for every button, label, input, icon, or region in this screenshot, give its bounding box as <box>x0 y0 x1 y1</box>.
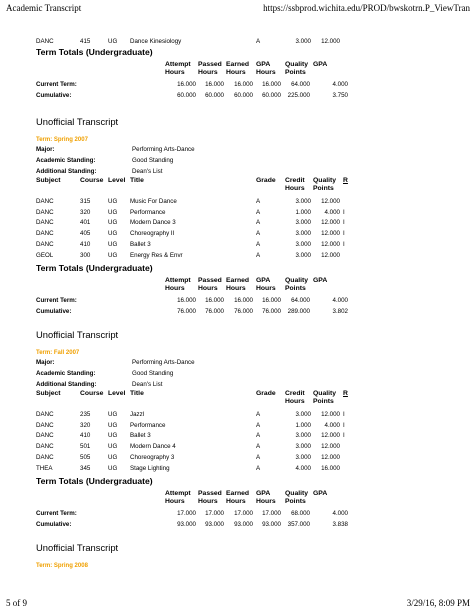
course-number: 410 <box>80 432 91 440</box>
current-term-value: 4.000 <box>332 81 348 88</box>
course-number: 235 <box>80 411 91 418</box>
course-level: UG <box>108 230 118 238</box>
cumulative-value: 76.000 <box>234 308 253 316</box>
course-credit-hours: 3.000 <box>295 411 311 418</box>
cumulative-value: 3.838 <box>332 521 348 529</box>
course-level: UG <box>108 464 118 472</box>
totals-header-gpa: GPA <box>256 277 271 285</box>
course-grade: A <box>256 208 261 216</box>
course-subject: DANC <box>36 453 54 461</box>
additional-standing-label: Additional Standing: <box>36 168 97 175</box>
course-credit-hours: 3.000 <box>295 443 311 451</box>
cumulative-value: 76.000 <box>262 308 281 316</box>
major-value: Performing Arts-Dance <box>132 359 195 366</box>
additional-standing-label: Additional Standing: <box>36 381 97 388</box>
course-grade: A <box>256 198 261 205</box>
column-header-credit: Credit <box>285 177 305 184</box>
totals-header-hours: Hours <box>198 285 218 293</box>
totals-header-gpa: GPA <box>313 490 328 498</box>
browser-page-title: Academic Transcript <box>6 3 82 13</box>
cumulative-value: 93.000 <box>234 521 253 529</box>
course-subject: DANC <box>36 219 54 227</box>
academic-standing-value: Good Standing <box>132 157 174 164</box>
current-term-label: Current Term: <box>36 297 77 305</box>
totals-header-hours: Hours <box>256 69 276 76</box>
major-label: Major: <box>36 359 55 366</box>
cumulative-value: 60.000 <box>205 92 224 99</box>
course-subject: DANC <box>36 38 54 45</box>
cumulative-value: 93.000 <box>262 521 281 529</box>
course-repeat-flag: I <box>343 411 345 418</box>
column-header-grade: Grade <box>256 390 276 397</box>
totals-header-points: Points <box>285 498 306 506</box>
cumulative-value: 60.000 <box>262 92 281 99</box>
column-header-grade: Grade <box>256 177 276 184</box>
course-title: Modern Dance 4 <box>130 443 176 451</box>
totals-header-hours: Hours <box>226 285 246 293</box>
column-header-quality: Quality <box>313 177 337 184</box>
unofficial-transcript-heading: Unofficial Transcript <box>36 542 119 553</box>
course-subject: DANC <box>36 198 54 205</box>
totals-header-quality: Quality <box>285 61 309 68</box>
totals-header-gpa: GPA <box>256 490 271 498</box>
course-repeat-flag: I <box>343 421 345 429</box>
page-number: 5 of 9 <box>6 598 27 608</box>
course-quality-points: 12.000 <box>321 432 340 440</box>
course-title: Stage Lighting <box>130 464 170 472</box>
course-quality-points: 12.000 <box>321 443 340 451</box>
totals-header-gpa: GPA <box>313 277 328 285</box>
course-title: Choreography 3 <box>130 453 175 461</box>
current-term-value: 16.000 <box>205 297 224 305</box>
course-level: UG <box>108 453 118 461</box>
course-credit-hours: 3.000 <box>295 251 311 259</box>
column-header-credit-hours: Hours <box>285 398 305 405</box>
column-header-repeat: R <box>343 177 348 184</box>
current-term-value: 17.000 <box>177 510 196 518</box>
totals-header-attempt: Attempt <box>165 277 191 285</box>
course-grade: A <box>256 251 261 259</box>
course-quality-points: 12.000 <box>321 411 340 418</box>
course-subject: DANC <box>36 230 54 238</box>
cumulative-value: 225.000 <box>287 92 310 99</box>
course-title: Dance Kinesiology <box>130 38 182 45</box>
browser-url[interactable]: https://ssbprod.wichita.edu/PROD/bwskotrn.P_ViewTran <box>263 3 470 13</box>
course-level: UG <box>108 432 118 440</box>
course-level: UG <box>108 198 118 205</box>
current-term-value: 17.000 <box>262 510 281 518</box>
course-grade: A <box>256 443 261 451</box>
term-name: Term: Spring 2007 <box>36 137 88 143</box>
course-repeat-flag: I <box>343 240 345 248</box>
totals-header-hours: Hours <box>165 498 185 506</box>
cumulative-value: 60.000 <box>177 92 196 99</box>
current-term-value: 64.000 <box>291 81 310 88</box>
academic-standing-label: Academic Standing: <box>36 370 96 377</box>
course-credit-hours: 3.000 <box>295 432 311 440</box>
course-level: UG <box>108 219 118 227</box>
course-repeat-flag: I <box>343 208 345 216</box>
course-level: UG <box>108 421 118 429</box>
course-level: UG <box>108 208 118 216</box>
major-value: Performing Arts-Dance <box>132 146 195 153</box>
cumulative-value: 289.000 <box>287 308 310 316</box>
cumulative-value: 93.000 <box>177 521 196 529</box>
course-number: 405 <box>80 230 91 238</box>
totals-header-hours: Hours <box>256 285 276 293</box>
current-term-value: 16.000 <box>262 297 281 305</box>
course-number: 505 <box>80 453 91 461</box>
course-title: Ballet 3 <box>130 432 151 440</box>
course-grade: A <box>256 421 261 429</box>
additional-standing-value: Dean's List <box>132 168 163 175</box>
current-term-value: 17.000 <box>234 510 253 518</box>
course-credit-hours: 4.000 <box>295 464 311 472</box>
column-header-repeat: R <box>343 390 348 397</box>
course-quality-points: 4.000 <box>324 421 340 429</box>
term-totals-heading: Term Totals (Undergraduate) <box>36 47 153 57</box>
course-grade: A <box>256 453 261 461</box>
course-grade: A <box>256 240 261 248</box>
totals-header-gpa: GPA <box>256 61 271 68</box>
current-term-value: 17.000 <box>205 510 224 518</box>
column-header-points: Points <box>313 398 334 405</box>
cumulative-value: 76.000 <box>205 308 224 316</box>
column-header-subject: Subject <box>36 390 61 397</box>
current-term-value: 16.000 <box>262 81 281 88</box>
course-quality-points: 12.000 <box>321 198 340 205</box>
course-credit-hours: 1.000 <box>295 208 311 216</box>
course-quality-points: 12.000 <box>321 453 340 461</box>
course-number: 300 <box>80 251 91 259</box>
totals-header-earned: Earned <box>226 61 250 68</box>
course-quality-points: 12.000 <box>321 219 340 227</box>
current-term-value: 16.000 <box>177 297 196 305</box>
course-title: Performance <box>130 208 166 216</box>
print-datetime: 3/29/16, 8:09 PM <box>406 598 470 608</box>
totals-header-quality: Quality <box>285 490 309 498</box>
browser-header <box>6 3 470 15</box>
cumulative-label: Cumulative: <box>36 308 72 316</box>
totals-header-quality: Quality <box>285 277 309 285</box>
course-grade: A <box>256 230 261 238</box>
course-grade: A <box>256 411 261 418</box>
cumulative-value: 3.802 <box>332 308 348 316</box>
cumulative-value: 3.750 <box>332 92 348 99</box>
course-subject: THEA <box>36 464 53 472</box>
course-credit-hours: 3.000 <box>295 453 311 461</box>
course-number: 315 <box>80 198 91 205</box>
term-name: Term: Fall 2007 <box>36 350 80 356</box>
course-subject: GEOL <box>36 251 54 259</box>
column-header-credit-hours: Hours <box>285 185 305 192</box>
current-term-value: 16.000 <box>234 297 253 305</box>
course-credit-hours: 3.000 <box>295 198 311 205</box>
course-title: Performance <box>130 421 166 429</box>
additional-standing-value: Dean's List <box>132 381 163 388</box>
totals-header-hours: Hours <box>226 498 246 506</box>
course-number: 501 <box>80 443 91 451</box>
course-title: Music For Dance <box>130 198 177 205</box>
term-name: Term: Spring 2008 <box>36 563 88 569</box>
current-term-value: 4.000 <box>332 297 348 305</box>
browser-footer <box>6 598 470 610</box>
course-subject: DANC <box>36 432 54 440</box>
unofficial-transcript-heading: Unofficial Transcript <box>36 329 119 340</box>
academic-standing-label: Academic Standing: <box>36 157 96 164</box>
term-totals-heading: Term Totals (Undergraduate) <box>36 263 153 274</box>
totals-header-hours: Hours <box>165 285 185 293</box>
cumulative-label: Cumulative: <box>36 92 72 99</box>
course-title: Jazzl <box>130 411 145 418</box>
course-number: 320 <box>80 208 91 216</box>
totals-header-passed: Passed <box>198 61 222 68</box>
course-grade: A <box>256 38 261 45</box>
course-subject: DANC <box>36 421 54 429</box>
course-number: 410 <box>80 240 91 248</box>
column-header-level: Level <box>108 390 126 397</box>
academic-standing-value: Good Standing <box>132 370 174 377</box>
course-title: Energy Res & Envr <box>130 251 183 259</box>
course-credit-hours: 3.000 <box>295 240 311 248</box>
course-subject: DANC <box>36 240 54 248</box>
totals-header-attempt: Attempt <box>165 61 191 68</box>
totals-header-points: Points <box>285 285 306 293</box>
course-level: UG <box>108 411 118 418</box>
course-number: 345 <box>80 464 91 472</box>
course-grade: A <box>256 432 261 440</box>
column-header-points: Points <box>313 185 334 192</box>
course-number: 415 <box>80 38 91 45</box>
course-title: Choreography II <box>130 230 175 238</box>
column-header-subject: Subject <box>36 177 61 184</box>
totals-header-points: Points <box>285 69 306 76</box>
current-term-value: 64.000 <box>291 297 310 305</box>
totals-header-attempt: Attempt <box>165 490 191 498</box>
course-number: 401 <box>80 219 91 227</box>
column-header-course: Course <box>80 177 104 184</box>
column-header-title: Title <box>130 177 144 184</box>
course-credit-hours: 1.000 <box>295 421 311 429</box>
totals-header-hours: Hours <box>198 69 218 76</box>
cumulative-value: 93.000 <box>205 521 224 529</box>
column-header-title: Title <box>130 390 144 397</box>
totals-header-gpa: GPA <box>313 61 328 68</box>
course-quality-points: 12.000 <box>321 38 340 45</box>
course-grade: A <box>256 219 261 227</box>
totals-header-hours: Hours <box>256 498 276 506</box>
cumulative-value: 357.000 <box>287 521 310 529</box>
cumulative-value: 76.000 <box>177 308 196 316</box>
cumulative-value: 60.000 <box>234 92 253 99</box>
totals-header-hours: Hours <box>226 69 246 76</box>
course-repeat-flag: I <box>343 432 345 440</box>
current-term-label: Current Term: <box>36 510 77 518</box>
current-term-label: Current Term: <box>36 81 77 88</box>
course-credit-hours: 3.000 <box>295 38 311 45</box>
totals-header-earned: Earned <box>226 277 250 285</box>
major-label: Major: <box>36 146 55 153</box>
totals-header-earned: Earned <box>226 490 250 498</box>
unofficial-transcript-heading: Unofficial Transcript <box>36 116 119 127</box>
course-quality-points: 12.000 <box>321 251 340 259</box>
course-quality-points: 12.000 <box>321 240 340 248</box>
course-credit-hours: 3.000 <box>295 219 311 227</box>
totals-header-hours: Hours <box>198 498 218 506</box>
course-number: 320 <box>80 421 91 429</box>
current-term-value: 16.000 <box>234 81 253 88</box>
current-term-value: 68.000 <box>291 510 310 518</box>
course-subject: DANC <box>36 411 54 418</box>
course-title: Modern Dance 3 <box>130 219 176 227</box>
course-subject: DANC <box>36 443 54 451</box>
totals-header-passed: Passed <box>198 277 222 285</box>
column-header-level: Level <box>108 177 126 184</box>
term-totals-heading: Term Totals (Undergraduate) <box>36 476 153 487</box>
course-title: Ballet 3 <box>130 240 151 248</box>
course-level: UG <box>108 251 118 259</box>
cumulative-label: Cumulative: <box>36 521 72 529</box>
current-term-value: 16.000 <box>205 81 224 88</box>
totals-header-passed: Passed <box>198 490 222 498</box>
course-repeat-flag: I <box>343 219 345 227</box>
course-quality-points: 12.000 <box>321 230 340 238</box>
column-header-credit: Credit <box>285 390 305 397</box>
course-level: UG <box>108 38 118 45</box>
course-repeat-flag: I <box>343 230 345 238</box>
totals-header-hours: Hours <box>165 69 185 76</box>
course-quality-points: 4.000 <box>324 208 340 216</box>
course-level: UG <box>108 240 118 248</box>
current-term-value: 16.000 <box>177 81 196 88</box>
course-quality-points: 16.000 <box>321 464 340 472</box>
column-header-course: Course <box>80 390 104 397</box>
column-header-quality: Quality <box>313 390 337 397</box>
course-level: UG <box>108 443 118 451</box>
course-subject: DANC <box>36 208 54 216</box>
course-credit-hours: 3.000 <box>295 230 311 238</box>
current-term-value: 4.000 <box>332 510 348 518</box>
course-grade: A <box>256 464 261 472</box>
